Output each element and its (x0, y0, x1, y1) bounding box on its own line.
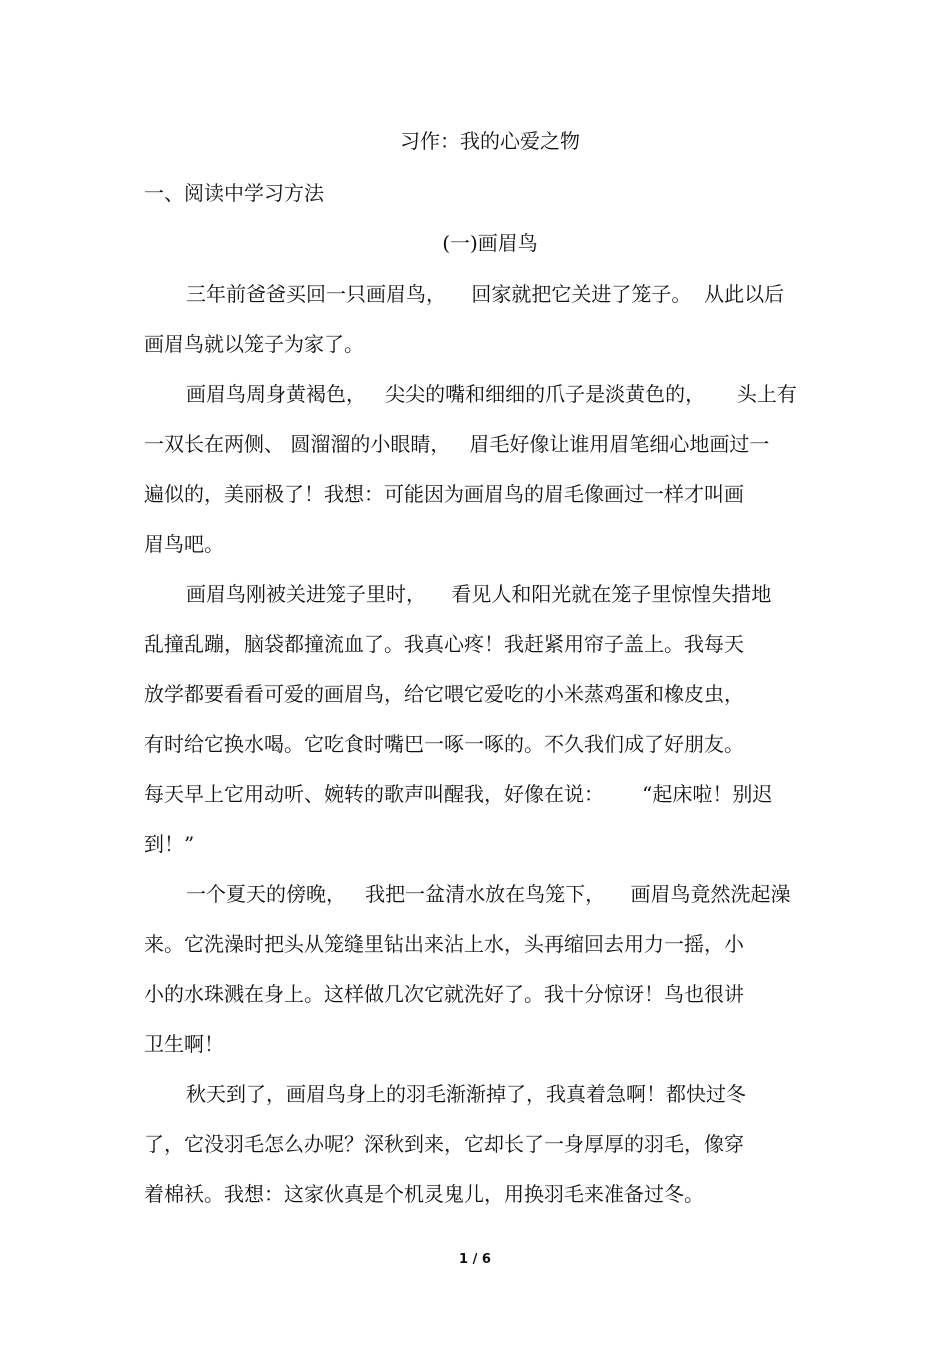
paragraph-line: 到！” (144, 832, 195, 856)
paragraph-line: 小的水珠溅在身上。这样做几次它就洗好了。我十分惊讶！鸟也很讲 (144, 982, 744, 1006)
paragraph-line: 画眉鸟刚被关进笼子里时， 看见人和阳光就在笼子里惊惶失措地 (186, 582, 772, 606)
paragraph-line: 放学都要看看可爱的画眉鸟，给它喂它爱吃的小米蒸鸡蛋和橡皮虫， (144, 682, 744, 706)
paragraph-line: 了，它没羽毛怎么办呢？深秋到来，它却长了一身厚厚的羽毛，像穿 (144, 1132, 744, 1156)
paragraph-line: 遍似的，美丽极了！我想：可能因为画眉鸟的眉毛像画过一样才叫画 (144, 482, 744, 506)
paragraph-line: 一双长在两侧、 圆溜溜的小眼睛， 眉毛好像让谁用眉笔细心地画过一 (144, 432, 770, 456)
paragraph-line: 着棉袄。我想：这家伙真是个机灵鬼儿，用换羽毛来准备过冬。 (144, 1182, 704, 1206)
paragraph-line: 卫生啊！ (144, 1032, 224, 1056)
paragraph-line: 画眉鸟周身黄褐色， 尖尖的嘴和细细的爪子是淡黄色的， 头上有 (186, 382, 797, 406)
section-heading: 一、阅读中学习方法 (144, 181, 324, 205)
page-title: 习作：我的心爱之物 (400, 129, 580, 153)
article-title: (一)画眉鸟 (442, 231, 538, 255)
paragraph-line: 乱撞乱蹦，脑袋都撞流血了。我真心疼！我赶紧用帘子盖上。我每天 (144, 632, 744, 656)
paragraph-line: 有时给它换水喝。它吃食时嘴巴一啄一啄的。不久我们成了好朋友。 (144, 732, 744, 756)
paragraph-line: 秋天到了，画眉鸟身上的羽毛渐渐掉了，我真着急啊！都快过冬 (186, 1082, 746, 1106)
paragraph-line: 眉鸟吧。 (144, 532, 224, 556)
paragraph-line: 每天早上它用动听、婉转的歌声叫醒我，好像在说： “起床啦！别迟 (144, 782, 773, 806)
paragraph-line: 来。它洗澡时把头从笼缝里钻出来沾上水，头再缩回去用力一摇，小 (144, 932, 744, 956)
page-number: 1 / 6 (459, 1252, 491, 1267)
paragraph-line: 三年前爸爸买回一只画眉鸟， 回家就把它关进了笼子。 从此以后 (186, 282, 785, 306)
paragraph-line: 一个夏天的傍晚， 我把一盆清水放在鸟笼下， 画眉鸟竟然洗起澡 (186, 882, 791, 906)
paragraph-line: 画眉鸟就以笼子为家了。 (144, 332, 364, 356)
